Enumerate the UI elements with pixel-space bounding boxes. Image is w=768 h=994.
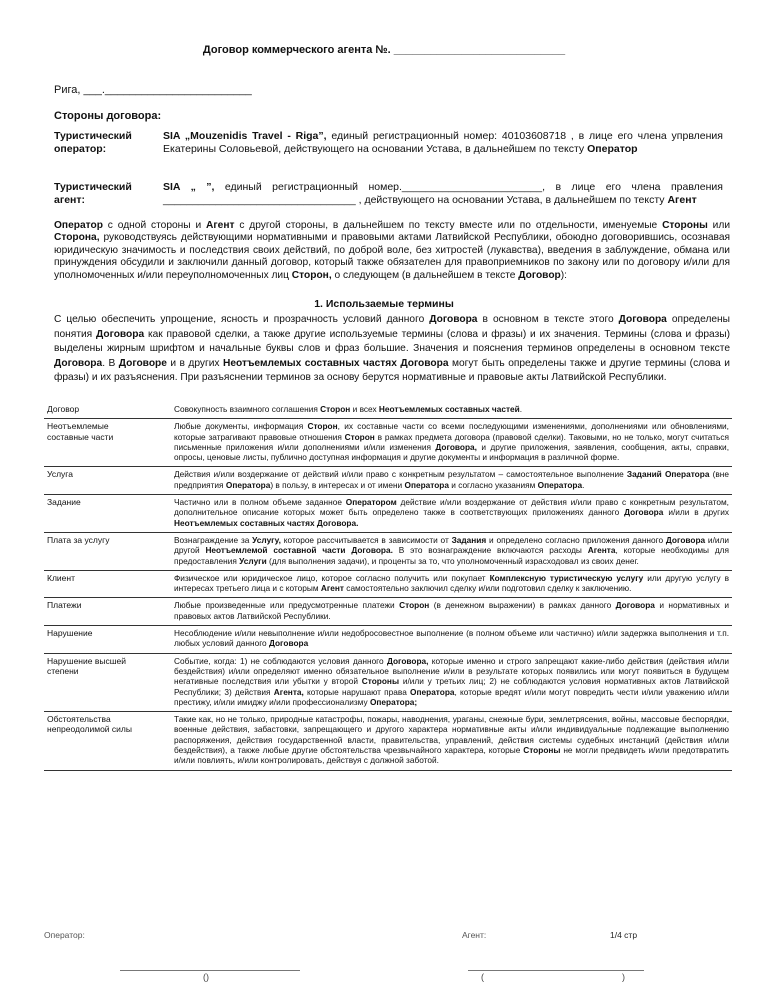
- term-name: Услуга: [44, 467, 155, 495]
- footer-operator-label: Оператор:: [44, 930, 85, 940]
- term-name: Обстоятельства непреодолимой силы: [44, 712, 155, 770]
- operator-short-name: Оператор: [587, 142, 638, 155]
- terms-table: [44, 402, 732, 771]
- term-definition: Событие, когда: 1) не соблюдаются условия данного Договора, которые именно и строго запрещают какие-либо действия (действия и/или бездействия) и/или определяют именно обязательное выполнение и/или в результате которых появились или могут появиться в будущем негативные последствия или убытки у второй Стороны и/или у третьих лиц; 2) не соблюдаются условия нормативных актов Латвийской Республики; 3) действия Агента, которые нарушают права Оператора, которые вредят и/или могут повредить чести и/или уважению и/или престижу, и/или имиджу и/или профессионализму Оператора;: [155, 653, 732, 711]
- term-definition: Действия и/или воздержание от действий и/или право с конкретным результатом – самостоятельное выполнение Заданий Оператора (вне предприятия Оператора) в пользу, в интересах и от имени Оператора и согласно указаниям Оператора.: [155, 467, 732, 495]
- term-row: [44, 419, 732, 467]
- section-1-heading: 1. Использаемые термины: [314, 298, 454, 310]
- term-definition: Любые произведенные или предусмотренные платежи Сторон (в денежном выражении) в рамках данного Договора и нормативных и правовых актов Латвийской Республики.: [155, 598, 732, 626]
- operator-signature-placeholder: (): [203, 972, 209, 982]
- party-operator-text: SIA „Mouzenidis Travel - Riga”, единый регистрационный номер: 40103608718 , в лице его члена упрвления Екатерины Соловьевой, действующего на основании Устава, в дальнейшем по тексту Оператор: [163, 130, 723, 155]
- operator-company-name: SIA „Mouzenidis Travel - Riga”,: [163, 130, 327, 142]
- intro-paragraph: Оператор с одной стороны и Агент с другой стороны, в дальнейшем по тексту вместе или по отдельности, именуемые Стороны или Сторона, руководствуясь действующими нормативными и правовыми актами Латвийской Республики, обоюдно договорившись, осознавая юридическую значимость и последствия своих действий, по доброй воле, без хитростей (лукавства), введения в заблуждение, обмана или принуждения обсудили и заключили данный договор, который также обязателен для правоприемников по закону или по договору и/или для уполномоченных и/или переуполномоченных лиц Сторон, о следующем (в дальнейшем в тексте Договор):: [54, 220, 731, 281]
- section-1-paragraph: С целью обеспечить упрощение, ясность и прозрачность условий данного Договора в основном в тексте этого Договора определены понятия Договора как правовой сделки, а также другие используемые термины (слова и фразы) и их значения. Термины (слова и фразы) выделены жирным шрифтом и начальные буквы слов и фраз большие. Значения и пояснения терминов определены в основном тексте Договора. В Договоре и в других Неотъемлемых составных частях Договора могут быть определены также и другие термины (слова и фразы) и их разъяснения. При разъяснении терминов за основу берутся нормативные и правовые акты Латвийской Республики.: [54, 314, 731, 384]
- party-agent-text: SIA „ ”, единый регистрационный номер.________________________, в лице его члена правления _________________________________ , действующего на основании Устава, в дальнейшем по тексту Агент: [163, 181, 723, 206]
- agent-company-name: SIA „ ”,: [163, 181, 215, 193]
- term-name: Нарушение высшей степени: [44, 653, 155, 711]
- term-row: [44, 467, 732, 495]
- term-definition: Физическое или юридическое лицо, которое согласно получить или покупает Комплексную туристическую услугу или другую услугу в интересах третьего лица и с которым Агент самостоятельно заключил сделку и/или подготовил сделку к заключению.: [155, 570, 732, 598]
- term-definition: Совокупность взаимного соглашения Сторон и всех Неотъемлемых составных частей.: [155, 402, 732, 419]
- term-definition: Частично или в полном объеме заданное Оператором действие и/или воздержание от действия и/или право с конкретным результатом, дополнительное описание которых может быть определено также в соответствующих приложениях данного Договора и/или в других Неотъемлемых составных частях Договора.: [155, 495, 732, 533]
- term-row: [44, 653, 732, 711]
- party-agent-label: Туристический агент:: [54, 181, 132, 206]
- party-operator-label: Туристический оператор:: [54, 130, 132, 155]
- term-row: [44, 598, 732, 626]
- term-row: [44, 402, 732, 419]
- agent-short-name: Агент: [667, 193, 697, 206]
- page-number: 1/4 стр: [610, 930, 638, 940]
- term-name: Нарушение: [44, 626, 155, 654]
- term-row: [44, 626, 732, 654]
- term-name: Задание: [44, 495, 155, 533]
- footer-agent-label: Агент:: [462, 930, 487, 940]
- term-row: [44, 570, 732, 598]
- agent-signature-line: [468, 970, 644, 971]
- parties-heading: Стороны договора:: [54, 110, 162, 122]
- term-definition: Несоблюдение и/или невыполнение и/или недобросовестное выполнение (в полном объеме или частично) и/или задержка выполнения и т.п. любых условий данного Договора: [155, 626, 732, 654]
- document-title: Договор коммерческого агента №. ____________________________: [202, 44, 566, 56]
- term-definition: Такие как, но не только, природные катастрофы, пожары, наводнения, ураганы, снежные бури, землетрясения, войны, массовые беспорядки, военные действия, забастовки, запрещающего и другого характера нормативные акты и/или индивидуальные подлежащие выполнению распоряжения, действия государственной власти, правительства, управлений, действия системы судебных инстанций (действия и/или бездействия), а также любые другие обстоятельства чрезвычайного характера, которые Стороны не могли предвидеть и/или предотвратить и/или повлиять, и/или контролировать, действуя с должной заботой.: [155, 712, 732, 770]
- agent-signature-open: (: [481, 972, 484, 982]
- agent-signature-close: ): [622, 972, 625, 982]
- term-row: [44, 532, 732, 570]
- term-name: Платежи: [44, 598, 155, 626]
- term-name: Плата за услугу: [44, 532, 155, 570]
- place-date-line: Рига, ___.________________________: [54, 84, 252, 96]
- term-name: Договор: [44, 402, 155, 419]
- term-name: Неотъемлемые составные части: [44, 419, 155, 467]
- term-row: [44, 495, 732, 533]
- operator-signature-line: [120, 970, 300, 971]
- term-row: [44, 712, 732, 770]
- term-name: Клиент: [44, 570, 155, 598]
- term-definition: Вознаграждение за Услугу, которое рассчитывается в зависимости от Задания и определено согласно приложения данного Договора и/или другой Неотъемлемой составной части Договора. В это вознаграждение включаются расходы Агента, которые необходимы для предоставления Услуги (для выполнения задачи), и проценты за то, что уполномоченный израсходовал из своих денег.: [155, 532, 732, 570]
- term-definition: Любые документы, информация Сторон, их составные части со всеми последующими изменениями, дополнениями или обновлениями, которые затрагивают правовые отношения Сторон в рамках предмета договора (правовой сделки). Таковыми, но не только, могут считаться письменные приложения и/или дополнениями и/или изменения Договора, и другие приложения, заявления, сообщения, акты, справки, опросы, ценовые листы, публично доступная информация и другие документы и информация в различной форме.: [155, 419, 732, 467]
